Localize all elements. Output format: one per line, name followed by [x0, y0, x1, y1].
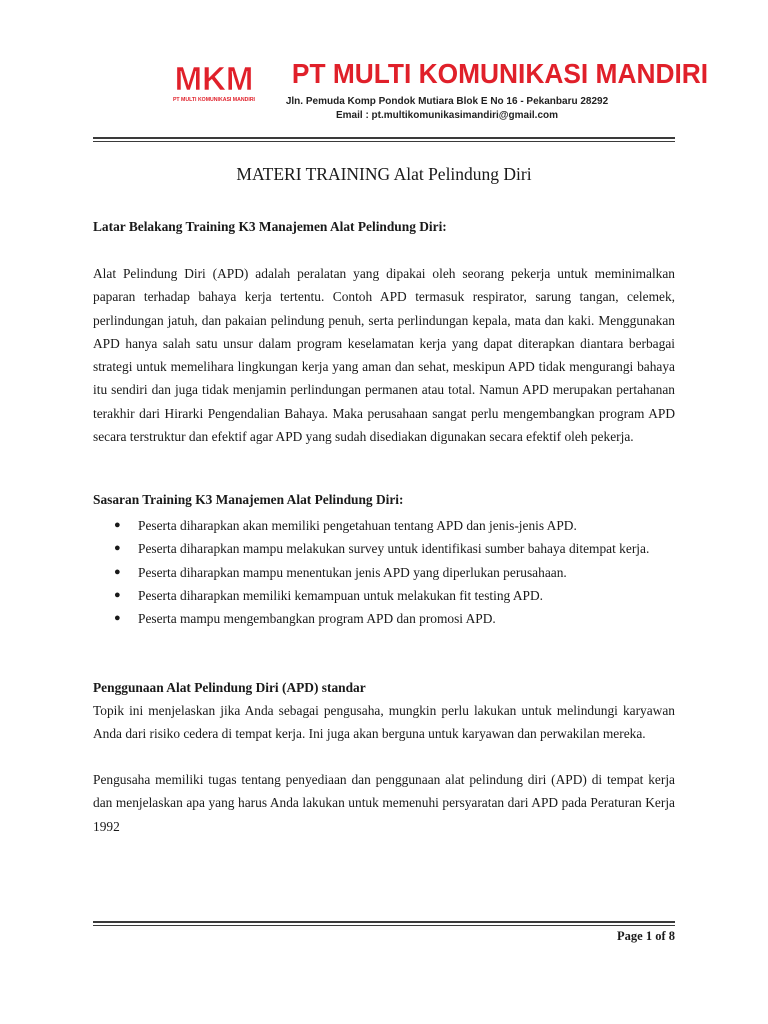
list-item: ● Peserta diharapkan mampu melakukan survey untuk identifikasi sumber bahaya ditempat kerja.	[93, 537, 675, 560]
bullet-icon: ●	[114, 542, 121, 555]
objectives-list	[93, 514, 675, 630]
company-email: Email : pt.multikomunikasimandiri@gmail.com	[335, 110, 559, 121]
bullet-icon: ●	[114, 588, 121, 601]
footer-divider-thin	[93, 925, 675, 926]
section-heading-standard-use: Penggunaan Alat Pelindung Diri (APD) standar	[93, 680, 366, 695]
logo-subtext: PT MULTI KOMUNIKASI MANDIRI	[172, 97, 256, 103]
section-body-standard-use-1: Topik ini menjelaskan jika Anda sebagai pengusaha, mungkin perlu lakukan untuk melindungi karyawan Anda dari risiko cedera di tempat kerja. Ini juga akan berguna untuk karyawan dan perwakilan mereka.	[93, 703, 675, 742]
list-item: ● Peserta diharapkan mampu menentukan jenis APD yang diperlukan perusahaan.	[93, 561, 675, 584]
list-item: ● Peserta diharapkan memiliki kemampuan untuk melakukan fit testing APD.	[93, 584, 675, 607]
company-name: PT MULTI KOMUNIKASI MANDIRI	[291, 58, 709, 89]
page-number: Page 1 of 8	[617, 929, 675, 943]
bullet-icon: ●	[114, 565, 121, 578]
section-body-standard-use-2: Pengusaha memiliki tugas tentang penyediaan dan penggunaan alat pelindung diri (APD) di tempat kerja dan menjelaskan apa yang harus Anda lakukan untuk memenuhi persyaratan dari APD pada Peraturan Kerja 1992	[93, 772, 675, 834]
section-body-background: Alat Pelindung Diri (APD) adalah peralatan yang dipakai oleh seorang pekerja untuk meminimalkan paparan terhadap bahaya kerja tertentu. Contoh APD termasuk respirator, sarung tangan, celemek, perlindungan jatuh, dan pakaian pelindung penuh, serta perlindungan kepala, mata dan kaki. Menggunakan APD hanya salah satu unsur dalam program keselamatan kerja yang dapat diterapkan diantara berbagai strategi untuk memelihara lingkungan kerja yang aman dan sehat, meskipun APD tidak mengurangi bahaya itu sendiri dan juga tidak menjamin perlindungan permanen atau total. Namun APD merupakan pertahanan terakhir dari Hirarki Pengendalian Bahaya. Maka perusahaan sangat perlu mengembangkan program APD secara terstruktur dan efektif agar APD yang sudah disediakan digunakan secara efektif oleh pekerja.	[93, 266, 675, 445]
section-heading-objectives: Sasaran Training K3 Manajemen Alat Pelindung Diri:	[93, 492, 404, 507]
bullet-icon: ●	[114, 519, 121, 531]
company-address: Jln. Pemuda Komp Pondok Mutiara Blok E No 16 - Pekanbaru 28292	[285, 96, 609, 107]
bullet-icon: ●	[114, 612, 121, 625]
company-logo	[171, 60, 257, 103]
footer-divider	[93, 921, 675, 923]
logo-text: MKM	[174, 60, 254, 97]
header-divider	[93, 137, 675, 139]
section-heading-background: Latar Belakang Training K3 Manajemen Alat Pelindung Diri:	[93, 219, 447, 234]
list-item: ● Peserta mampu mengembangkan program APD dan promosi APD.	[93, 607, 675, 630]
mkm-logo-icon	[171, 60, 257, 103]
list-item: ● Peserta diharapkan akan memiliki pengetahuan tentang APD dan jenis-jenis APD.	[93, 514, 675, 537]
header-divider-thin	[93, 141, 675, 142]
document-title: MATERI TRAINING Alat Pelindung Diri	[236, 164, 532, 184]
company-block	[282, 56, 709, 123]
